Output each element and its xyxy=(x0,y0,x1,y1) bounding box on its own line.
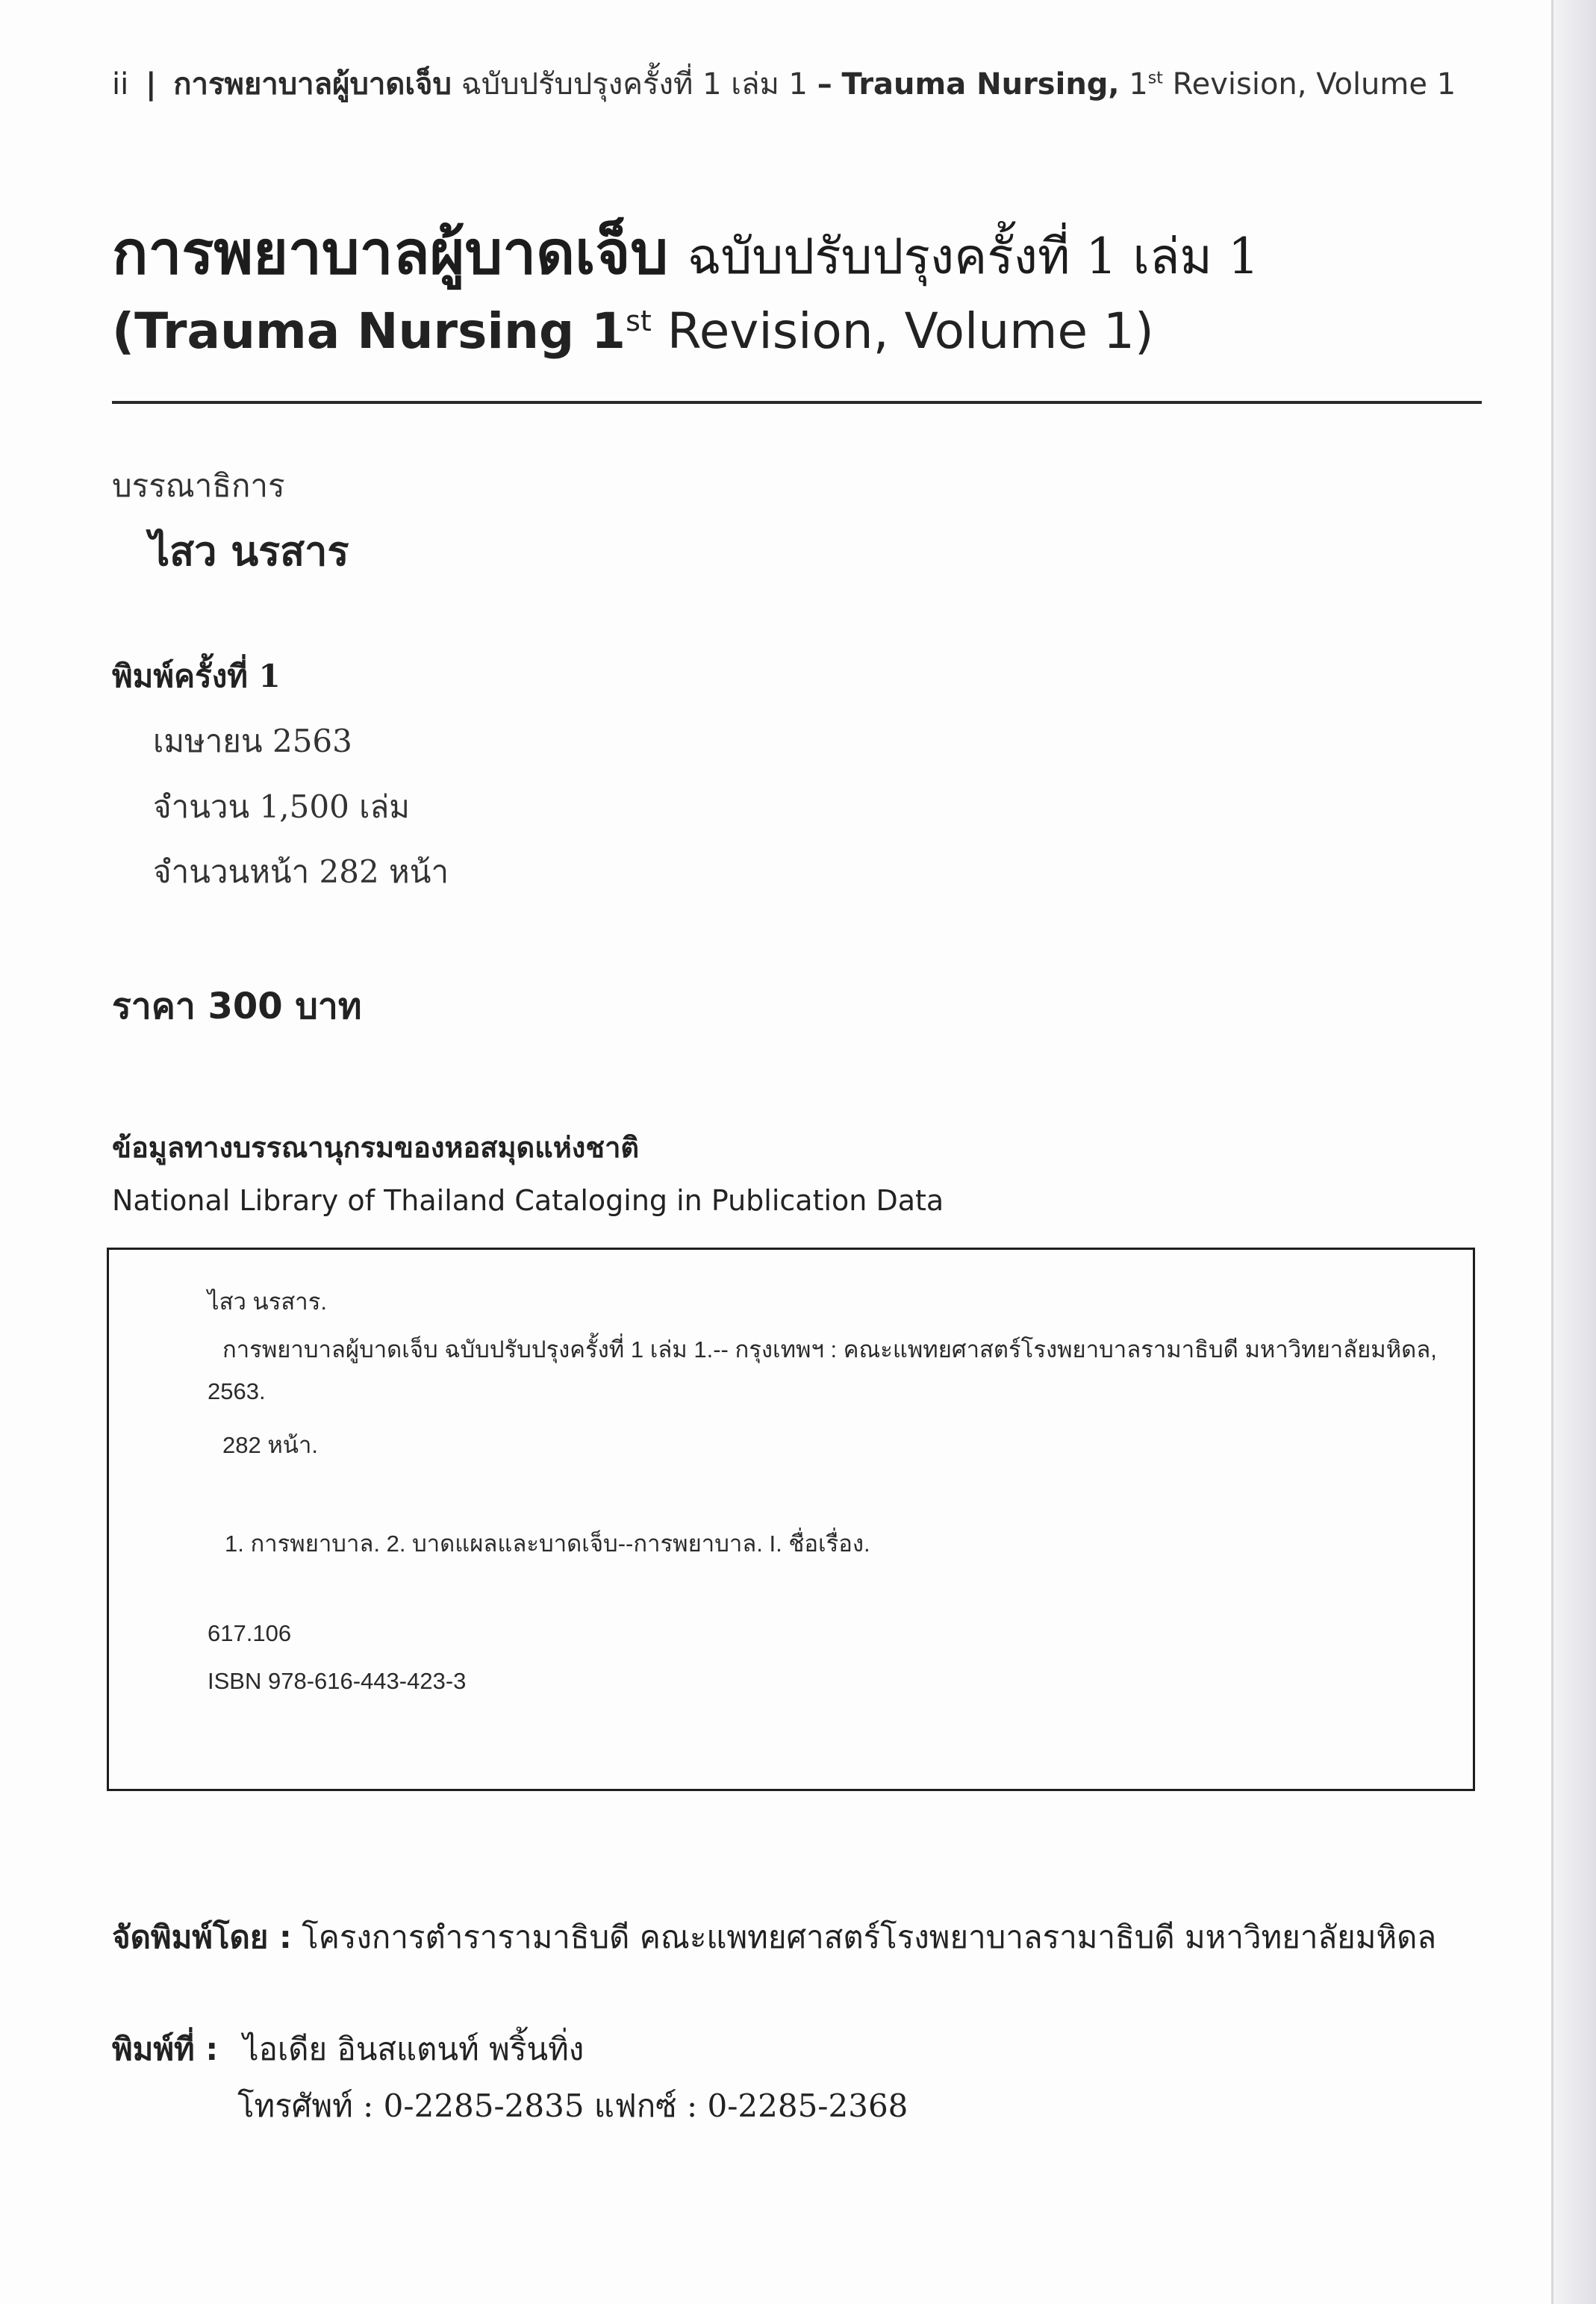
scan-edge xyxy=(1551,0,1596,2304)
book-title-en-main: (Trauma Nursing 1 xyxy=(112,302,626,360)
printer-contact: โทรศัพท์ : 0-2285-2835 แฟกซ์ : 0-2285-2368 xyxy=(237,2087,908,2124)
cip-subjects: 1. การพยาบาล. 2. บาดแผลและบาดเจ็บ--การพยาบาล. I. ชื่อเรื่อง. xyxy=(225,1531,870,1557)
publisher-value: โครงการตำรารามาธิบดี คณะแพทยศาสตร์โรงพยาบาลรามาธิบดี มหาวิทยาลัยมหิดล xyxy=(302,1919,1437,1955)
printer-line xyxy=(112,2025,584,2074)
header-edition-sup: st xyxy=(1147,69,1163,88)
book-title-th-main: การพยาบาลผู้บาดเจ็บ xyxy=(112,218,669,287)
header-edition-num: 1 xyxy=(1129,67,1148,102)
book-title-en-edition: Revision, Volume 1) xyxy=(667,302,1154,360)
editor-label: บรรณาธิการ xyxy=(112,467,285,504)
book-title-en xyxy=(112,302,1154,360)
cip-author: ไสว นรสาร. xyxy=(208,1289,327,1315)
header-dash: – xyxy=(817,67,832,102)
cip-classification: 617.106 xyxy=(208,1620,292,1646)
printer-name: ไอเดีย อินสแตนท์ พริ้นทิ่ง xyxy=(243,2031,585,2067)
cip-title-line: การพยาบาลผู้บาดเจ็บ ฉบับปรับปรุงครั้งที่ 1 เล่ม 1.-- กรุงเทพฯ : คณะแพทยศาสตร์โรงพยาบาลรามาธิบดี มหาวิทยาลัยมหิดล, xyxy=(222,1336,1437,1363)
printer-label: พิมพ์ที่ : xyxy=(112,2031,219,2067)
cip-box xyxy=(107,1248,1475,1791)
book-title-th xyxy=(112,205,1259,300)
publisher-label: จัดพิมพ์โดย : xyxy=(112,1919,292,1955)
publisher-line xyxy=(112,1913,1436,1962)
cip-heading-en: National Library of Thailand Cataloging in Publication Data xyxy=(112,1184,944,1217)
printing-copies: จำนวน 1,500 เล่ม xyxy=(153,788,410,825)
title-divider xyxy=(112,401,1482,404)
book-title-th-edition: ฉบับปรับปรุงครั้งที่ 1 เล่ม 1 xyxy=(687,228,1259,285)
price: ราคา 300 บาท xyxy=(112,986,362,1027)
printing-pages: จำนวนหน้า 282 หน้า xyxy=(153,853,449,890)
cip-year: 2563. xyxy=(208,1378,266,1404)
cip-heading-th: ข้อมูลทางบรรณานุกรมของหอสมุดแห่งชาติ xyxy=(112,1131,640,1164)
header-separator: | xyxy=(145,67,157,102)
book-title-en-sup: st xyxy=(626,305,652,337)
header-title-th: การพยาบาลผู้บาดเจ็บ xyxy=(173,67,452,102)
editor-name: ไสว นรสาร xyxy=(149,528,349,575)
page-number: ii xyxy=(112,67,129,102)
header-edition-th: ฉบับปรับปรุงครั้งที่ 1 เล่ม 1 xyxy=(461,67,808,102)
printing-date: เมษายน 2563 xyxy=(153,723,352,759)
running-header xyxy=(112,60,1456,108)
header-edition-en: Revision, Volume 1 xyxy=(1172,67,1456,102)
printing-heading: พิมพ์ครั้งที่ 1 xyxy=(112,658,281,694)
cip-pages: 282 หน้า. xyxy=(222,1432,318,1458)
header-title-en: Trauma Nursing, xyxy=(841,67,1120,102)
cip-isbn: ISBN 978-616-443-423-3 xyxy=(208,1668,467,1694)
